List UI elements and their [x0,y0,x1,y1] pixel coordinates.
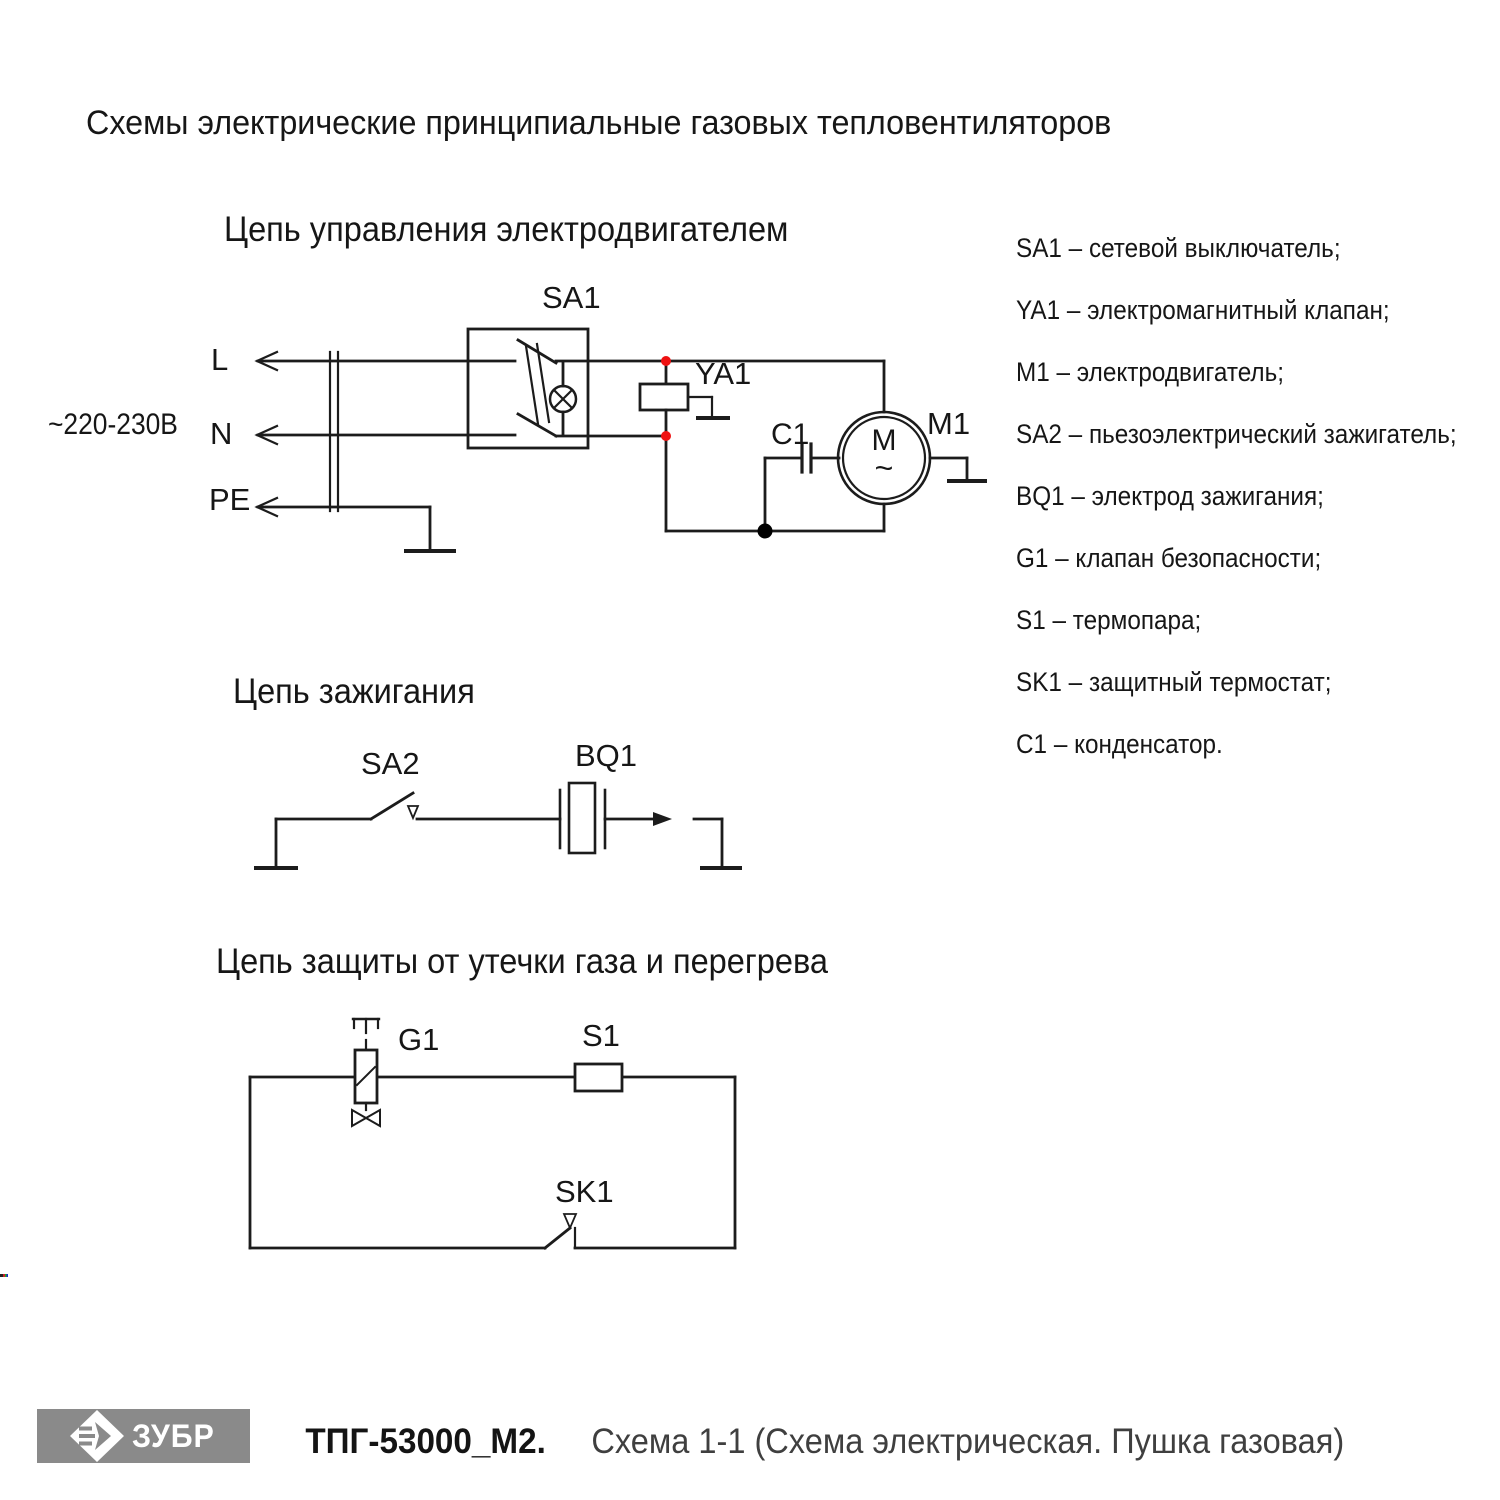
connector-double-line [330,352,338,511]
line-label-n: N [210,416,233,451]
ignition-circuit-graphics [256,783,740,868]
ignition-circuit-title: Цепь зажигания [233,672,475,711]
spark-arrow-icon [653,812,672,826]
junction-dot-red [661,356,671,366]
m1-label: M1 [927,406,971,441]
sk1-thermostat-symbol [545,1214,576,1248]
protection-circuit-title: Цепь защиты от утечки газа и перегрева [216,942,828,981]
s1-thermocouple-symbol [575,1064,622,1091]
legend-item: SA1 – сетевой выключатель; [1016,233,1341,263]
protection-circuit-graphics [250,1019,735,1248]
scheme-caption: Схема 1-1 (Схема электрическая. Пушка газовая) [591,1422,1345,1461]
c1-label: C1 [771,418,810,451]
legend-item: S1 – термопара; [1016,605,1202,635]
edge-artifact [0,1274,8,1277]
legend-item: YA1 – электромагнитный клапан; [1016,295,1390,325]
sa1-label: SA1 [542,280,601,315]
zubr-logo [37,1409,250,1463]
page-title: Схемы электрические принципиальные газовых тепловентиляторов [86,104,1112,142]
footer-caption-row [299,1422,1373,1462]
line-label-pe: PE [209,482,251,517]
motor-ac-label: ~ [874,450,894,486]
g1-safety-valve-symbol [352,1019,380,1126]
bq1-label: BQ1 [575,738,638,773]
m1-motor-symbol [838,361,985,531]
ya1-label: YA1 [695,356,752,391]
junction-dot-black [758,524,773,539]
legend-item: BQ1 – электрод зажигания; [1016,481,1324,511]
c1-capacitor-symbol [765,444,839,531]
junction-dot-red [661,431,671,441]
indicator-lamp-icon [550,363,576,435]
ground-icon [688,397,728,418]
legend-item: C1 – конденсатор. [1016,729,1223,759]
sa1-switch-symbol [468,329,588,448]
g1-label: G1 [398,1022,440,1057]
sa2-label: SA2 [361,746,420,781]
line-label-l: L [211,342,229,377]
component-legend [1016,217,1500,775]
s1-label: S1 [582,1018,620,1053]
legend-item: SA2 – пьезоэлектрический зажигатель; [1016,419,1457,449]
sa2-switch-symbol [371,793,418,819]
brand-name: ЗУБР [132,1418,215,1454]
model-number: ТПГ-53000_М2. [305,1422,546,1461]
motor-circuit-title: Цепь управления электродвигателем [224,210,789,249]
sk1-label: SK1 [555,1174,614,1209]
legend-item: G1 – клапан безопасности; [1016,543,1322,573]
voltage-label: ~220-230В [48,408,178,441]
bq1-piezo-symbol [560,783,605,853]
motor-letter-label: М [871,424,897,457]
legend-item: M1 – электродвигатель; [1016,357,1284,387]
legend-item: SK1 – защитный термостат; [1016,667,1332,697]
valve-bowtie-icon [352,1110,380,1126]
